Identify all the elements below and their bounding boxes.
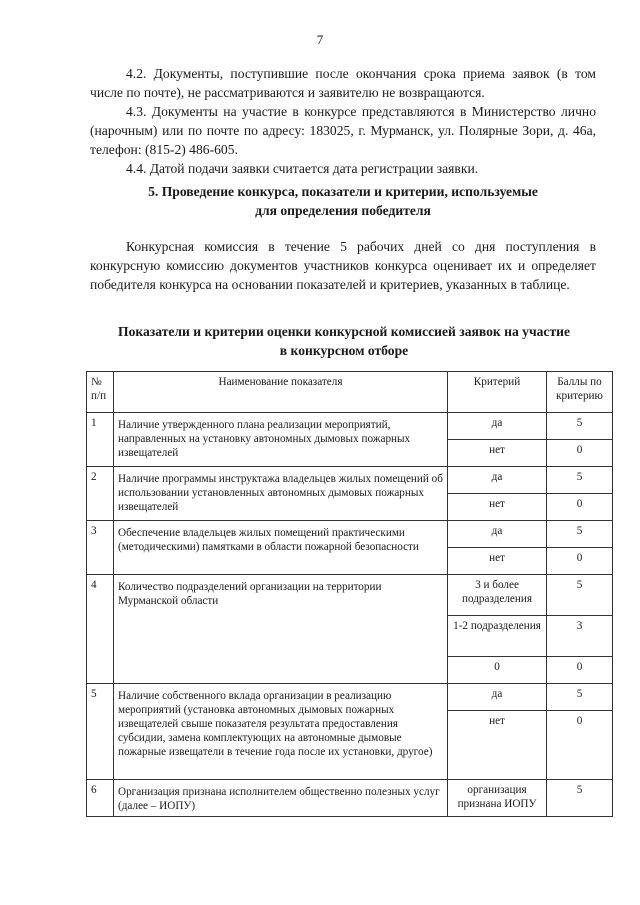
section-5-heading [90,182,596,220]
row-criterion: нет [448,494,547,521]
row-score: 5 [547,521,613,548]
row-name-text: Наличие программы инструктажа владельцев жилых помещений об использовании установленных автономных дымовых пожарных извещателей [118,473,443,513]
row-criterion: организация признана ИОПУ [448,780,547,817]
table-row [87,575,613,616]
row-score: 0 [547,657,613,684]
row-num: 2 [87,467,114,521]
row-name [114,780,448,817]
row-num: 1 [87,413,114,467]
row-score: 0 [547,440,613,467]
row-name [114,467,448,521]
row-name [114,684,448,780]
paragraph-4-4: 4.4. Датой подачи заявки считается дата регистрации заявки. [126,161,479,176]
row-num: 5 [87,684,114,780]
criteria-table [86,371,613,817]
section-5-paragraph: Конкурсная комиссия в течение 5 рабочих дней со дня поступления в конкурсную комиссию документов участников конкурса оценивает их и определяет победителя конкурса на основании показателей и критериев, указанных в таблице. [90,239,596,292]
row-num: 6 [87,780,114,817]
row-criterion: нет [448,440,547,467]
intro-paragraphs [90,64,596,178]
row-name-text: Наличие утвержденного плана реализации мероприятий, направленных на установку автономных дымовых пожарных извещателей [118,419,411,459]
row-name-text: Количество подразделений организации на территории Мурманской области [118,581,382,607]
table-row [87,780,613,817]
row-name [114,521,448,575]
row-name-text: Организация признана исполнителем общественно полезных услуг (далее – ИОПУ) [118,786,440,812]
row-criterion: 3 и более подразделения [448,575,547,616]
row-criterion: да [448,413,547,440]
header-name: Наименование показателя [114,372,448,413]
row-num: 4 [87,575,114,684]
row-score: 3 [547,616,613,657]
row-criterion: да [448,467,547,494]
paragraph-4-3: 4.3. Документы на участие в конкурсе представляются в Министерство лично (нарочным) или по почте по адресу: 183025, г. Мурманск, ул. Полярные Зори, д. 46а, телефон: (815-2) 486-605. [90,104,596,157]
row-criterion: да [448,521,547,548]
section-5-body [90,237,596,294]
table-row [87,467,613,494]
row-score: 5 [547,780,613,817]
row-name [114,413,448,467]
row-score: 0 [547,711,613,780]
row-score: 5 [547,684,613,711]
row-criterion: 0 [448,657,547,684]
section-5-heading-line2: для определения победителя [255,203,431,218]
table-title [84,322,604,360]
row-name-text: Обеспечение владельцев жилых помещений практическими (методическими) памятками в области пожарной безопасности [118,527,419,553]
row-name-text: Наличие собственного вклада организации в реализацию мероприятий (установка автономных дымовых пожарных извещателей свыше показателя результата предоставления субсидии, замена комплектующих на автономные дымовые пожарные извещатели в течение года после их установки, другое) [118,690,433,758]
row-criterion: нет [448,711,547,780]
header-score: Баллы по критерию [547,372,613,413]
header-num: № п/п [87,372,114,413]
page-number: 7 [316,32,324,47]
table-title-line2: в конкурсном отборе [279,343,409,358]
section-5-heading-line1: 5. Проведение конкурса, показатели и критерии, используемые [148,184,538,199]
table-row [87,521,613,548]
table-header-row [87,372,613,413]
row-score: 0 [547,548,613,575]
row-criterion: нет [448,548,547,575]
table-row [87,413,613,440]
table-title-line1: Показатели и критерии оценки конкурсной комиссией заявок на участие [118,324,570,339]
row-score: 5 [547,575,613,616]
row-score: 5 [547,467,613,494]
row-criterion: да [448,684,547,711]
row-name [114,575,448,684]
paragraph-4-2: 4.2. Документы, поступившие после окончания срока приема заявок (в том числе по почте), не рассматриваются и заявителю не возвращаются. [90,66,596,100]
row-score: 0 [547,494,613,521]
row-criterion: 1-2 подразделения [448,616,547,657]
header-criterion: Критерий [448,372,547,413]
row-score: 5 [547,413,613,440]
table-row [87,684,613,711]
row-num: 3 [87,521,114,575]
